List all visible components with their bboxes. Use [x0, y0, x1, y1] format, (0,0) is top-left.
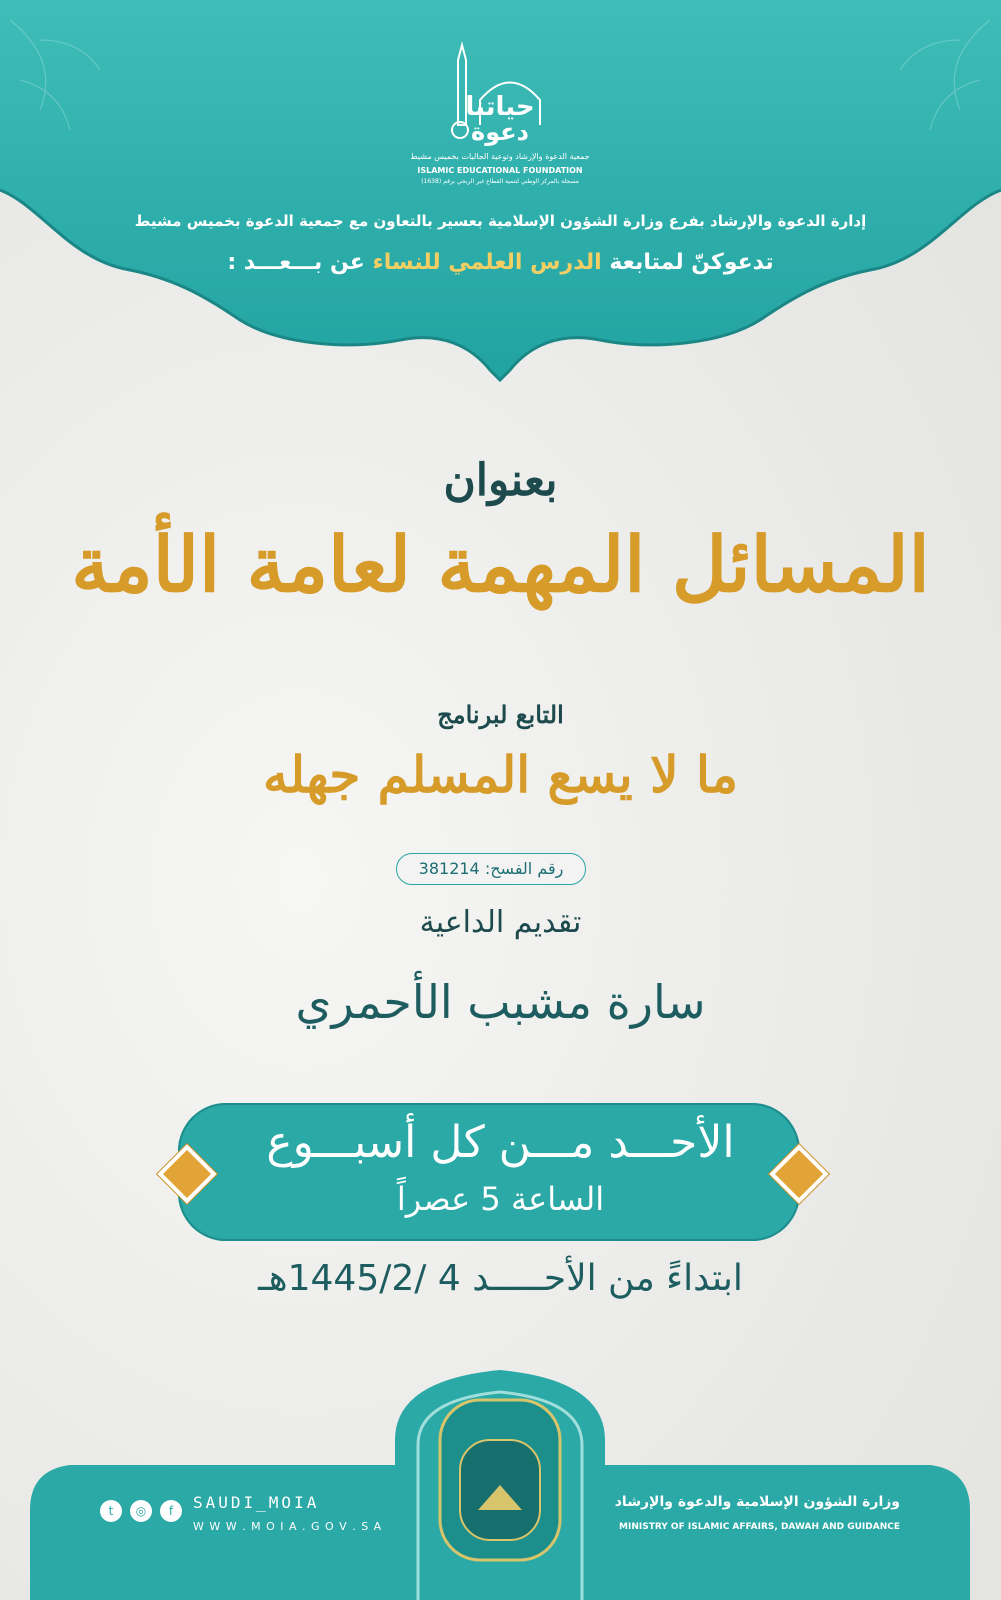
invite-organizers: إدارة الدعوة والإرشاد بفرع وزارة الشؤون الإسلامية بعسير بالتعاون مع جمعية الدعوة بخميس مشيط: [134, 212, 867, 230]
program-label: التابع لبرنامج: [437, 700, 564, 729]
lesson-title: المسائل المهمة لعامة الأمة: [71, 520, 930, 609]
dawah-foundation-logo: [400, 30, 600, 195]
permit-number-badge: رقم الفسح: 381214: [396, 853, 586, 885]
website-link[interactable]: W W W . M O I A . G O V . S A: [193, 1520, 383, 1533]
social-handle[interactable]: SAUDI_MOIA: [193, 1493, 320, 1512]
invite-suffix: عن بـــعـــد :: [227, 250, 365, 275]
logo-name-top: حياتنا: [465, 92, 535, 122]
schedule-time: الساعة 5 عصراً: [396, 1180, 605, 1218]
instagram-icon[interactable]: ◎: [130, 1500, 152, 1522]
invite-prefix: تدعوكنّ لمتابعة: [609, 250, 774, 275]
twitter-icon[interactable]: t: [100, 1500, 122, 1522]
program-name: ما لا يسع المسلم جهله: [262, 745, 739, 804]
invite-highlight: الدرس العلمي للنساء: [372, 250, 602, 275]
start-date: ابتداءً من الأحـــــد 4 /1445/2هـ: [258, 1258, 743, 1299]
presenter-label: تقديم الداعية: [419, 905, 582, 940]
ministry-name-arabic: وزارة الشؤون الإسلامية والدعوة والإرشاد: [614, 1494, 900, 1510]
logo-name-bottom: دعوة: [471, 118, 529, 146]
schedule-day: الأحـــد مـــن كل أسبـــوع: [266, 1117, 735, 1168]
invite-headline: [0, 250, 1001, 275]
ministry-name-english: MINISTRY OF ISLAMIC AFFAIRS, DAWAH AND GUIDANCE: [619, 1522, 900, 1532]
title-label: بعنوان: [443, 455, 558, 506]
footer-banner: [0, 1360, 1001, 1600]
facebook-icon[interactable]: f: [160, 1500, 182, 1522]
presenter-name: سارة مشبب الأحمري: [295, 975, 706, 1029]
logo-registration: مسجلة بالمركز الوطني لتنمية القطاع غير الربحي برقم (1638): [421, 178, 579, 185]
logo-org-arabic: جمعية الدعوة والإرشاد وتوعية الجاليات بخميس مشيط: [410, 152, 590, 161]
logo-org-english: ISLAMIC EDUCATIONAL FOUNDATION: [417, 166, 583, 175]
